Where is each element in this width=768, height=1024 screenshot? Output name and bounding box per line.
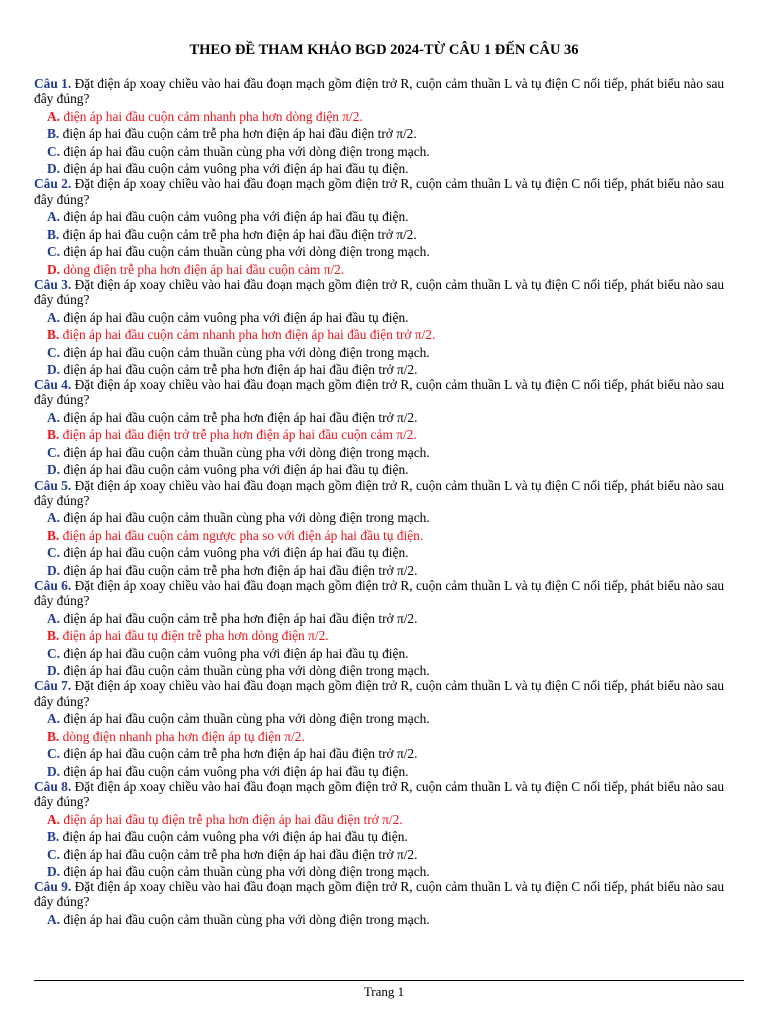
answer-option-c	[47, 545, 746, 560]
answer-option-a	[47, 109, 746, 124]
page-number: Trang 1	[363, 984, 405, 999]
option-letter: D.	[47, 562, 61, 578]
question-text: Đặt điện áp xoay chiều vào hai đầu đoạn mạch gồm điện trở R, cuộn cảm thuần L và tụ điện C nối tiếp, phát biểu nào sau đây đúng?	[34, 276, 725, 308]
option-letter: B.	[47, 829, 60, 845]
option-text: điện áp hai đầu cuộn cảm trễ pha hơn điện áp hai đầu điện trở π/2.	[62, 226, 417, 242]
option-letter: A.	[47, 409, 61, 425]
question-text: Đặt điện áp xoay chiều vào hai đầu đoạn mạch gồm điện trở R, cuộn cảm thuần L và tụ điện C nối tiếp, phát biểu nào sau đây đúng?	[34, 778, 725, 810]
option-letter: A.	[47, 911, 61, 927]
answer-option-d	[47, 563, 746, 578]
option-text: điện áp hai đầu cuộn cảm thuần cùng pha với dòng điện trong mạch.	[63, 864, 430, 880]
footer-divider	[34, 980, 744, 981]
option-letter: B.	[47, 126, 60, 142]
question-5	[34, 478, 746, 578]
option-letter: C.	[47, 244, 61, 260]
option-letter: C.	[47, 444, 61, 460]
question-text: Đặt điện áp xoay chiều vào hai đầu đoạn mạch gồm điện trở R, cuộn cảm thuần L và tụ điện C nối tiếp, phát biểu nào sau đây đúng?	[34, 76, 725, 107]
option-text: điện áp hai đầu cuộn cảm vuông pha với điện áp hai đầu tụ điện.	[63, 545, 409, 561]
question-text: Đặt điện áp xoay chiều vào hai đầu đoạn mạch gồm điện trở R, cuộn cảm thuần L và tụ điện C nối tiếp, phát biểu nào sau đây đúng?	[34, 879, 725, 910]
option-text: dòng điện trễ pha hơn điện áp hai đầu cuộn cảm π/2.	[63, 261, 345, 277]
option-text: điện áp hai đầu cuộn cảm trễ pha hơn điện áp hai đầu điện trở π/2.	[62, 126, 417, 142]
question-stem	[34, 76, 746, 106]
option-text: điện áp hai đầu cuộn cảm thuần cùng pha với dòng điện trong mạch.	[63, 244, 430, 260]
answer-option-a	[47, 711, 746, 726]
option-letter: D.	[47, 462, 61, 478]
option-letter: C.	[47, 545, 61, 561]
option-text: điện áp hai đầu cuộn cảm trễ pha hơn điện áp hai đầu điện trở π/2.	[63, 846, 418, 862]
option-letter: D.	[47, 864, 61, 880]
question-stem	[34, 176, 746, 206]
answer-option-d	[47, 161, 746, 176]
option-text: điện áp hai đầu cuộn cảm nhanh pha hơn dòng điện π/2.	[63, 108, 363, 124]
question-label: Câu 8.	[34, 778, 72, 794]
answer-option-a	[47, 209, 746, 224]
option-text: điện áp hai đầu cuộn cảm trễ pha hơn điện áp hai đầu điện trở π/2.	[63, 610, 418, 626]
option-text: điện áp hai đầu cuộn cảm thuần cùng pha với dòng điện trong mạch.	[63, 663, 430, 679]
question-2	[34, 176, 746, 276]
question-9	[34, 879, 746, 927]
option-text: điện áp hai đầu cuộn cảm vuông pha với điện áp hai đầu tụ điện.	[63, 309, 409, 325]
answer-option-b	[47, 427, 746, 442]
answer-option-b	[47, 327, 746, 342]
option-letter: A.	[47, 711, 61, 727]
option-letter: B.	[47, 628, 60, 644]
option-letter: D.	[47, 362, 61, 378]
option-letter: C.	[47, 344, 61, 360]
answer-option-c	[47, 847, 746, 862]
option-letter: C.	[47, 846, 61, 862]
question-label: Câu 1.	[34, 76, 72, 91]
answer-option-b	[47, 628, 746, 643]
question-text: Đặt điện áp xoay chiều vào hai đầu đoạn mạch gồm điện trở R, cuộn cảm thuần L và tụ điện C nối tiếp, phát biểu nào sau đây đúng?	[34, 477, 725, 508]
option-letter: A.	[47, 610, 61, 626]
question-text: Đặt điện áp xoay chiều vào hai đầu đoạn mạch gồm điện trở R, cuộn cảm thuần L và tụ điện C nối tiếp, phát biểu nào sau đây đúng?	[34, 176, 725, 207]
answer-option-d	[47, 864, 746, 879]
option-letter: C.	[47, 645, 61, 661]
option-text: điện áp hai đầu cuộn cảm vuông pha với điện áp hai đầu tụ điện.	[62, 829, 408, 845]
option-text: điện áp hai đầu cuộn cảm trễ pha hơn điện áp hai đầu điện trở π/2.	[63, 409, 418, 425]
option-letter: D.	[47, 763, 61, 779]
option-text: điện áp hai đầu cuộn cảm vuông pha với điện áp hai đầu tụ điện.	[63, 161, 409, 177]
option-text: điện áp hai đầu cuộn cảm vuông pha với điện áp hai đầu tụ điện.	[63, 209, 409, 225]
option-text: điện áp hai đầu cuộn cảm thuần cùng pha với dòng điện trong mạch.	[63, 911, 430, 927]
option-text: điện áp hai đầu tụ điện trễ pha hơn điện áp hai đầu điện trở π/2.	[63, 811, 403, 827]
answer-option-d	[47, 462, 746, 477]
question-text: Đặt điện áp xoay chiều vào hai đầu đoạn mạch gồm điện trở R, cuộn cảm thuần L và tụ điện C nối tiếp, phát biểu nào sau đây đúng?	[34, 578, 725, 609]
answer-option-c	[47, 646, 746, 661]
answer-option-a	[47, 812, 746, 827]
question-stem	[34, 578, 746, 608]
option-text: điện áp hai đầu cuộn cảm vuông pha với điện áp hai đầu tụ điện.	[63, 645, 409, 661]
question-label: Câu 5.	[34, 477, 72, 493]
question-4	[34, 377, 746, 477]
option-text: điện áp hai đầu điện trở trễ pha hơn điện áp hai đầu cuộn cảm π/2.	[62, 427, 417, 443]
question-stem	[34, 377, 746, 407]
answer-option-b	[47, 528, 746, 543]
question-stem	[34, 478, 746, 508]
answer-option-b	[47, 227, 746, 242]
answer-option-c	[47, 746, 746, 761]
question-stem	[34, 779, 746, 809]
option-letter: B.	[47, 327, 60, 343]
question-label: Câu 6.	[34, 578, 72, 594]
option-letter: A.	[47, 811, 61, 827]
question-stem	[34, 879, 746, 909]
answer-option-a	[47, 410, 746, 425]
option-text: điện áp hai đầu tụ điện trễ pha hơn dòng điện π/2.	[62, 628, 329, 644]
option-text: điện áp hai đầu cuộn cảm trễ pha hơn điện áp hai đầu điện trở π/2.	[63, 746, 418, 762]
option-text: điện áp hai đầu cuộn cảm thuần cùng pha với dòng điện trong mạch.	[63, 510, 430, 526]
option-text: điện áp hai đầu cuộn cảm vuông pha với điện áp hai đầu tụ điện.	[63, 763, 409, 779]
answer-option-d	[47, 262, 746, 277]
option-letter: B.	[47, 427, 60, 443]
option-letter: A.	[47, 108, 61, 124]
question-8	[34, 779, 746, 879]
option-letter: A.	[47, 309, 61, 325]
answer-option-d	[47, 764, 746, 779]
answer-option-c	[47, 244, 746, 259]
option-text: dòng điện nhanh pha hơn điện áp tụ điện π/2.	[62, 728, 305, 744]
answer-option-b	[47, 729, 746, 744]
option-letter: D.	[47, 261, 61, 277]
option-letter: D.	[47, 161, 61, 177]
question-label: Câu 7.	[34, 678, 72, 694]
question-label: Câu 4.	[34, 377, 72, 393]
option-letter: B.	[47, 226, 60, 242]
question-1	[34, 76, 746, 176]
question-list	[34, 76, 746, 927]
option-letter: A.	[47, 510, 61, 526]
option-letter: C.	[47, 143, 61, 159]
question-text: Đặt điện áp xoay chiều vào hai đầu đoạn mạch gồm điện trở R, cuộn cảm thuần L và tụ điện C nối tiếp, phát biểu nào sau đây đúng?	[34, 678, 725, 709]
question-stem	[34, 678, 746, 708]
question-text: Đặt điện áp xoay chiều vào hai đầu đoạn mạch gồm điện trở R, cuộn cảm thuần L và tụ điện C nối tiếp, phát biểu nào sau đây đúng?	[34, 377, 725, 408]
answer-option-a	[47, 510, 746, 525]
option-letter: A.	[47, 209, 61, 225]
question-label: Câu 3.	[34, 276, 72, 292]
question-6	[34, 578, 746, 678]
option-letter: B.	[47, 728, 60, 744]
answer-option-c	[47, 345, 746, 360]
answer-option-b	[47, 126, 746, 141]
option-letter: C.	[47, 746, 61, 762]
answer-option-d	[47, 362, 746, 377]
question-label: Câu 9.	[34, 879, 72, 895]
option-letter: D.	[47, 663, 61, 679]
option-text: điện áp hai đầu cuộn cảm thuần cùng pha với dòng điện trong mạch.	[63, 711, 430, 727]
answer-option-a	[47, 310, 746, 325]
option-text: điện áp hai đầu cuộn cảm thuần cùng pha với dòng điện trong mạch.	[63, 344, 430, 360]
option-text: điện áp hai đầu cuộn cảm vuông pha với điện áp hai đầu tụ điện.	[63, 462, 409, 478]
question-label: Câu 2.	[34, 176, 72, 192]
option-text: điện áp hai đầu cuộn cảm thuần cùng pha với dòng điện trong mạch.	[63, 444, 430, 460]
answer-option-a	[47, 912, 746, 927]
question-3	[34, 277, 746, 377]
answer-option-c	[47, 445, 746, 460]
answer-option-a	[47, 611, 746, 626]
page-title: THEO ĐỀ THAM KHẢO BGD 2024-TỪ CÂU 1 ĐẾN CÂU 36	[189, 42, 579, 58]
option-text: điện áp hai đầu cuộn cảm ngược pha so với điện áp hai đầu tụ điện.	[62, 527, 424, 543]
option-text: điện áp hai đầu cuộn cảm nhanh pha hơn điện áp hai đầu điện trở π/2.	[62, 327, 436, 343]
option-text: điện áp hai đầu cuộn cảm trễ pha hơn điện áp hai đầu điện trở π/2.	[63, 562, 418, 578]
question-stem	[34, 277, 746, 307]
answer-option-c	[47, 144, 746, 159]
option-text: điện áp hai đầu cuộn cảm trễ pha hơn điện áp hai đầu điện trở π/2.	[63, 362, 418, 378]
answer-option-d	[47, 663, 746, 678]
question-7	[34, 678, 746, 778]
answer-option-b	[47, 829, 746, 844]
option-text: điện áp hai đầu cuộn cảm thuần cùng pha với dòng điện trong mạch.	[63, 143, 430, 159]
option-letter: B.	[47, 527, 60, 543]
